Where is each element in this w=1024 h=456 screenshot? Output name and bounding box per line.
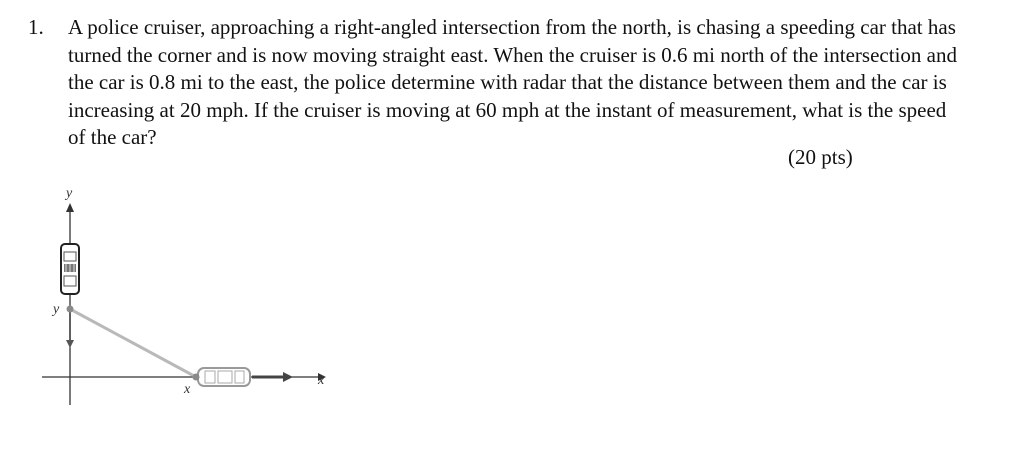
car-point [193,374,200,381]
cruiser-point [67,306,74,313]
police-cruiser [61,244,79,294]
points-label: (20 pts) [788,145,853,169]
cruiser-velocity-arrowhead [66,340,74,348]
car-position-label: x [184,382,191,397]
x-axis-label: x [318,373,325,388]
cruiser-position-label: y [53,302,60,317]
y-axis-arrow [66,203,74,212]
problem-number: 1. [28,15,44,39]
y-axis-label: y [66,186,73,201]
speeding-car [198,368,250,386]
distance-line [70,309,196,377]
problem-text: A police cruiser, approaching a right-angled intersection from the north, is chasing a speeding car that has turned the corner and is now moving straight east. When the cruiser is 0.6 mi north of the intersection and the car is 0.8 mi to the east, the police determine with radar that the distance between them and the car is increasing at 20 mph. If the cruiser is moving at 60 mph at the instant of measurement, what is the speed of the car? [68,15,957,149]
car-velocity-arrowhead [283,372,293,382]
